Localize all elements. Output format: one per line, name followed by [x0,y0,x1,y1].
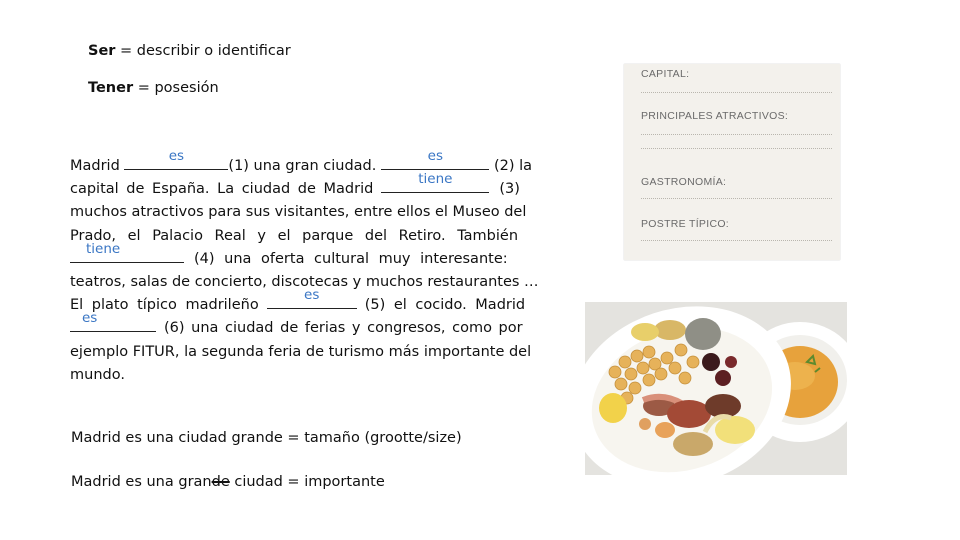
blank-4[interactable] [70,240,184,263]
answer-2: es [427,148,443,164]
answer-1: es [168,148,185,164]
paragraph-text: Madrid [70,158,120,174]
ser-meaning: = describir o identificar [115,43,291,59]
paragraph-line-9 [70,341,532,364]
paragraph-text: (2) la [493,158,532,174]
answer-3: tiene [418,171,453,188]
paragraph-line-2 [70,171,532,201]
paragraph-text: El plato típico madrileño [70,297,259,314]
paragraph-text: (3) [499,181,520,198]
answer-5: es [304,287,320,304]
note-text: ciudad = importante [229,474,385,490]
answer-6: es [82,310,98,327]
struck-out-text: de [211,474,230,490]
form-row-gastronomy [641,176,832,199]
note-importance [71,474,385,490]
tener-meaning: = posesión [133,80,219,96]
cocido-illustration [585,302,847,475]
form-row-blank [641,134,832,149]
paragraph-text: teatros, salas de concierto, discotecas y muchos restaurantes … [70,273,539,290]
paragraph-text: ejemplo FITUR, la segunda feria de turismo más importante del [70,343,532,360]
answer-4: tiene [86,240,121,257]
paragraph-line-8 [70,310,532,340]
form-row-attractions [641,110,832,135]
paragraph-text: mundo. [70,366,125,383]
paragraph-line-7 [70,287,532,317]
tener-term: Tener [88,80,134,96]
paragraph-text: (6) una ciudad de ferias y congresos, como por [164,320,523,337]
ser-term: Ser [88,43,116,59]
form-row-dessert [641,218,832,241]
blank-5[interactable] [267,287,357,309]
paragraph-line-3 [70,201,532,224]
blank-6[interactable] [70,310,156,332]
tener-definition [88,80,219,96]
paragraph-text: capital de España. La ciudad de Madrid [70,181,374,198]
city-info-form-image [624,64,840,260]
paragraph-line-4 [70,225,532,248]
form-label-attractions: PRINCIPALES ATRACTIVOS: [641,110,789,122]
exercise-paragraph [70,148,539,387]
paragraph-text: (4) una oferta cultural muy interesante: [194,250,508,267]
note-text: Madrid es una gran [71,474,212,490]
paragraph-text: muchos atractivos para sus visitantes, entre ellos el Museo del [70,204,527,221]
cocido-photo [585,302,847,475]
form-label-capital: CAPITAL: [641,68,690,80]
blank-3[interactable] [381,171,489,193]
paragraph-text: (1) una gran ciudad. [228,158,377,174]
ser-definition [88,43,291,59]
form-label-gastronomy: GASTRONOMÍA: [641,176,727,188]
paragraph-text: Prado, el Palacio Real y el parque del Retiro. También [70,227,519,244]
note-size: Madrid es una ciudad grande = tamaño (grootte/size) [71,430,462,446]
form-row-capital [641,68,832,93]
form-label-dessert: POSTRE TÍPICO: [641,218,730,230]
paragraph-line-10 [70,364,532,387]
blank-1[interactable] [124,148,228,170]
paragraph-line-5 [70,240,532,271]
paragraph-text: (5) el cocido. Madrid [364,297,526,314]
